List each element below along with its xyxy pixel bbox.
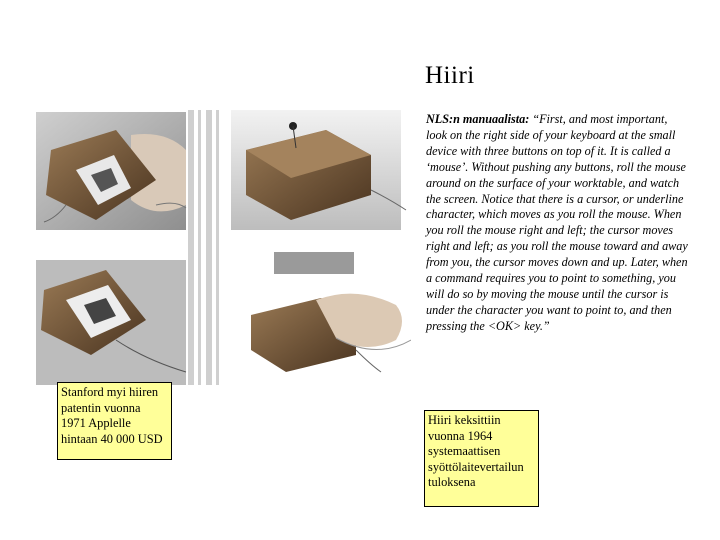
patent-sale-note: Stanford myi hiiren patentin vuonna 1971 Applelle hintaan 40 000 USD bbox=[57, 382, 172, 460]
quote-body: “First, and most important, look on the right side of your keyboard at the small device with three buttons on top of it. It is called a ‘mouse’. Without pushing any buttons, roll the mouse around on the surface of your worktable, and watch the screen. Notice that there is a cursor, or underline character, which moves as you roll the mouse. When you roll the mouse right and left; the cursor moves right and left; as you roll the mouse toward and away from you, the cursor moves down and up. Later, when a command requires you to point to something, you will do so by moving the mouse until the cursor is under the character you want to point to, and then pressing the <OK> key.” bbox=[426, 112, 688, 333]
invention-note: Hiiri keksittiin vuonna 1964 systemaattisen syöttölaitevertailun tuloksena bbox=[424, 410, 539, 507]
photo-collage bbox=[36, 110, 411, 390]
mouse-open-in-hand-photo bbox=[36, 112, 186, 230]
quote-lead: NLS:n manuaalista: bbox=[426, 112, 530, 126]
mouse-underside-photo bbox=[36, 260, 186, 385]
ruler-decoration bbox=[188, 110, 219, 385]
mouse-hand-use-photo bbox=[231, 252, 411, 385]
mouse-top-view-photo bbox=[231, 110, 406, 230]
manual-quote bbox=[426, 112, 690, 335]
slide-title: Hiiri bbox=[425, 62, 475, 89]
